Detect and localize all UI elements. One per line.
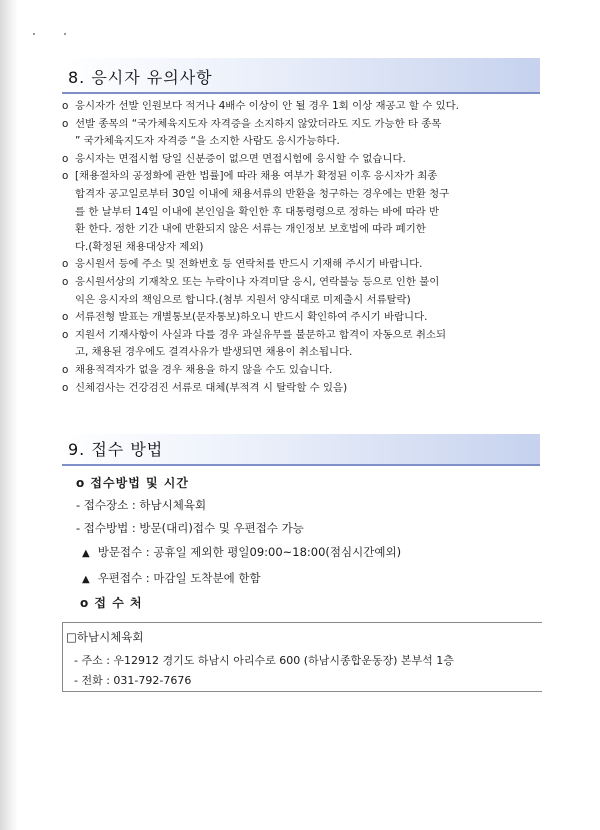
note-line: 환 한다. 정한 기간 내에 반환되지 않은 서류는 개인정보 보호법에 따라 폐기한 [75, 223, 426, 236]
note-line: 선발 종목의 “국가체육지도자 자격증을 소지하지 않았더라도 지도 가능한 타 종목 [75, 117, 442, 130]
bullet-icon: o [62, 311, 69, 324]
bullet-icon: o [62, 328, 69, 341]
visit-reception-text: 방문접수 : 공휴일 제외한 평일09:00~18:00(점심시간예외) [97, 545, 402, 559]
mail-reception [82, 570, 261, 586]
bullet-icon: o [62, 258, 69, 271]
bullet-icon: o [62, 117, 69, 130]
note-item [62, 98, 546, 116]
contact-address: - 주소 : 우12912 경기도 하남시 아리수로 600 (하남시종합운동장) 본부석 1층 [74, 654, 454, 667]
triangle-icon: ▲ [82, 574, 90, 585]
contact-org: □하남시체육회 [66, 630, 144, 644]
note-line: 채용적격자가 없을 경우 채용을 하지 않을 수도 있습니다. [75, 363, 333, 376]
reception-place: - 접수장소 : 하남시체육회 [76, 498, 207, 512]
note-line: 응시원서상의 기재착오 또는 누락이나 자격미달 응시, 연락불능 등으로 인한 불이 [75, 275, 440, 288]
note-line: 를 한 날부터 14일 이내에 본인임을 확인한 후 대통령령으로 정하는 바에 따라 반 [75, 205, 440, 218]
note-item [62, 362, 546, 380]
contact-phone: - 전화 : 031-792-7676 [74, 674, 192, 687]
note-line: 익은 응시자의 책임으로 합니다.(첨부 지원서 양식대로 미제출시 서류탈락) [75, 293, 411, 306]
section-8-header [62, 58, 540, 94]
bullet-icon: o [62, 170, 69, 183]
method-heading: o 접수방법 및 시간 [76, 476, 189, 490]
note-line: 신체검사는 건강검진 서류로 대체(부적격 시 탈락할 수 있음) [75, 381, 348, 394]
note-item [62, 274, 546, 309]
section-9-title: 9. 접수 방법 [68, 440, 164, 459]
visit-reception [82, 544, 401, 560]
note-item [62, 380, 546, 398]
reception-place-heading: o 접 수 처 [80, 596, 143, 610]
page-edge-shadow [0, 0, 18, 830]
note-line: 응시자가 선발 인원보다 적거나 4배수 이상이 안 될 경우 1회 이상 재공고 할 수 있다. [75, 100, 459, 112]
note-item [62, 116, 546, 151]
section-8-title: 8. 응시자 유의사항 [68, 68, 213, 87]
section-9-header [62, 434, 540, 466]
note-line: 서류전형 발표는 개별통보(문자통보)하오니 반드시 확인하여 주시기 바랍니다. [75, 311, 428, 324]
scan-mark [33, 33, 35, 35]
note-line: 합격자 공고일로부터 30일 이내에 채용서류의 반환을 청구하는 경우에는 반환 청구 [75, 187, 450, 200]
note-item [62, 309, 546, 327]
triangle-icon: ▲ [82, 548, 90, 559]
note-item [62, 151, 546, 169]
mail-reception-text: 우편접수 : 마감일 도착분에 한함 [97, 571, 261, 585]
bullet-icon: o [62, 363, 69, 376]
note-line: 고, 채용된 경우에도 결격사유가 발생되면 채용이 취소됩니다. [75, 346, 353, 359]
bullet-icon: o [62, 381, 69, 394]
note-line: 응시원서 등에 주소 및 전화번호 등 연락처를 반드시 기재해 주시기 바랍니다. [75, 258, 423, 271]
note-line: 다.(확정된 채용대상자 제외) [75, 240, 204, 253]
bullet-icon: o [62, 152, 69, 165]
note-item [62, 327, 546, 362]
scan-mark [64, 33, 66, 35]
note-line: 지원서 기재사항이 사실과 다를 경우 과실유무를 불문하고 합격이 자동으로 취소되 [75, 328, 446, 341]
reception-method: - 접수방법 : 방문(대리)접수 및 우편접수 가능 [76, 521, 304, 535]
note-item [62, 256, 546, 274]
bullet-icon: o [62, 275, 69, 288]
note-line: ” 국가체육지도자 자격증 “을 소지한 사람도 응시가능하다. [75, 135, 340, 148]
contact-box [62, 622, 542, 692]
bullet-icon: o [62, 100, 69, 112]
note-line: [채용절차의 공정화에 관한 법률]에 따라 채용 여부가 확정된 이후 응시자가 최종 [75, 170, 438, 183]
note-line: 응시자는 면접시험 당일 신분증이 없으면 면접시험에 응시할 수 없습니다. [75, 152, 406, 165]
note-item [62, 168, 546, 256]
applicant-notes-list [62, 98, 546, 397]
